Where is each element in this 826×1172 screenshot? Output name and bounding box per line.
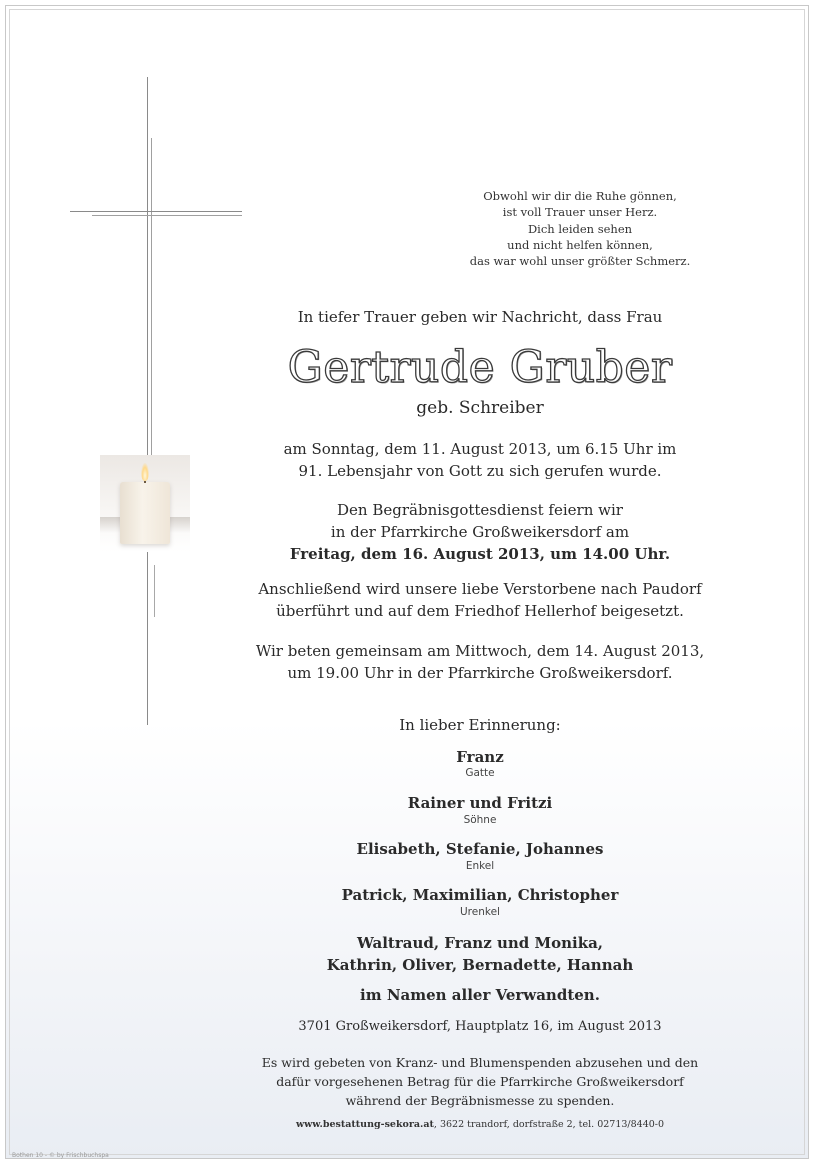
mourner-names: Franz — [456, 748, 504, 766]
prayer-line: Wir beten gemeinsam am Mittwoch, dem 14. August 2013, — [255, 642, 705, 660]
mourner-role: Enkel — [465, 860, 495, 872]
death-notice-line: 91. Lebensjahr von Gott zu sich gerufen wurde. — [298, 462, 662, 480]
funeral-date: Freitag, dem 16. August 2013, um 14.00 Uhr. — [289, 545, 671, 563]
funeral-line: in der Pfarrkirche Großweikersdorf am — [330, 523, 630, 541]
other-relatives-line: Kathrin, Oliver, Bernadette, Hannah — [326, 956, 634, 974]
mourner-names: Elisabeth, Stefanie, Johannes — [356, 840, 604, 858]
poem-line: das war wohl unser größter Schmerz. — [469, 254, 691, 269]
footer-website: www.bestattung-sekora.at — [295, 1119, 434, 1130]
place-date: 3701 Großweikersdorf, Hauptplatz 16, im August 2013 — [298, 1019, 662, 1034]
memory-heading: In lieber Erinnerung: — [399, 716, 561, 734]
death-notice-line: am Sonntag, dem 11. August 2013, um 6.15 Uhr im — [283, 440, 677, 458]
mourner-role: Urenkel — [460, 906, 500, 918]
donation-request — [180, 1053, 780, 1110]
poem-line: Dich leiden sehen — [527, 221, 633, 236]
candle-image — [100, 455, 190, 552]
prayer-line: um 19.00 Uhr in der Pfarrkirche Großweikersdorf. — [287, 664, 673, 682]
burial-line: überführt und auf dem Friedhof Hellerhof beigesetzt. — [276, 602, 684, 620]
footer-address: , 3622 trandorf, dorfstraße 2, tel. 02713/8440-0 — [433, 1119, 665, 1130]
mourner-role: Gatte — [465, 767, 495, 779]
death-notice — [230, 438, 730, 482]
poem-line: ist voll Trauer unser Herz. — [502, 205, 658, 220]
closing-line: im Namen aller Verwandten. — [360, 986, 600, 1004]
footer-copyright: Bothen 10 - © by Frischbuchspa — [12, 1152, 109, 1159]
poem-line: und nicht helfen können, — [507, 237, 653, 252]
request-line: während der Begräbnismesse zu spenden. — [345, 1093, 615, 1108]
burial-line: Anschließend wird unsere liebe Verstorbene nach Paudorf — [258, 580, 702, 598]
maiden-name: geb. Schreiber — [416, 398, 544, 418]
intro-text: In tiefer Trauer geben wir Nachricht, dass Frau — [297, 308, 663, 326]
prayer-info — [230, 640, 730, 684]
flame-icon — [141, 463, 149, 481]
other-relatives — [230, 932, 730, 976]
mourner-names: Patrick, Maximilian, Christopher — [341, 886, 619, 904]
deceased-name: Gertrude Gruber — [287, 342, 673, 393]
burial-info — [230, 578, 730, 622]
poem — [440, 188, 720, 269]
request-line: Es wird gebeten von Kranz- und Blumenspenden abzusehen und den — [261, 1055, 699, 1070]
request-line: dafür vorgesehenen Betrag für die Pfarrkirche Großweikersdorf — [276, 1074, 684, 1089]
funeral-info — [230, 499, 730, 565]
mourner-names: Rainer und Fritzi — [407, 794, 553, 812]
other-relatives-line: Waltraud, Franz und Monika, — [356, 934, 604, 952]
funeral-line: Den Begräbnisgottesdienst feiern wir — [337, 501, 623, 519]
mourner-role: Söhne — [463, 814, 497, 826]
footer — [180, 1119, 780, 1130]
poem-line: Obwohl wir dir die Ruhe gönnen, — [483, 189, 677, 203]
